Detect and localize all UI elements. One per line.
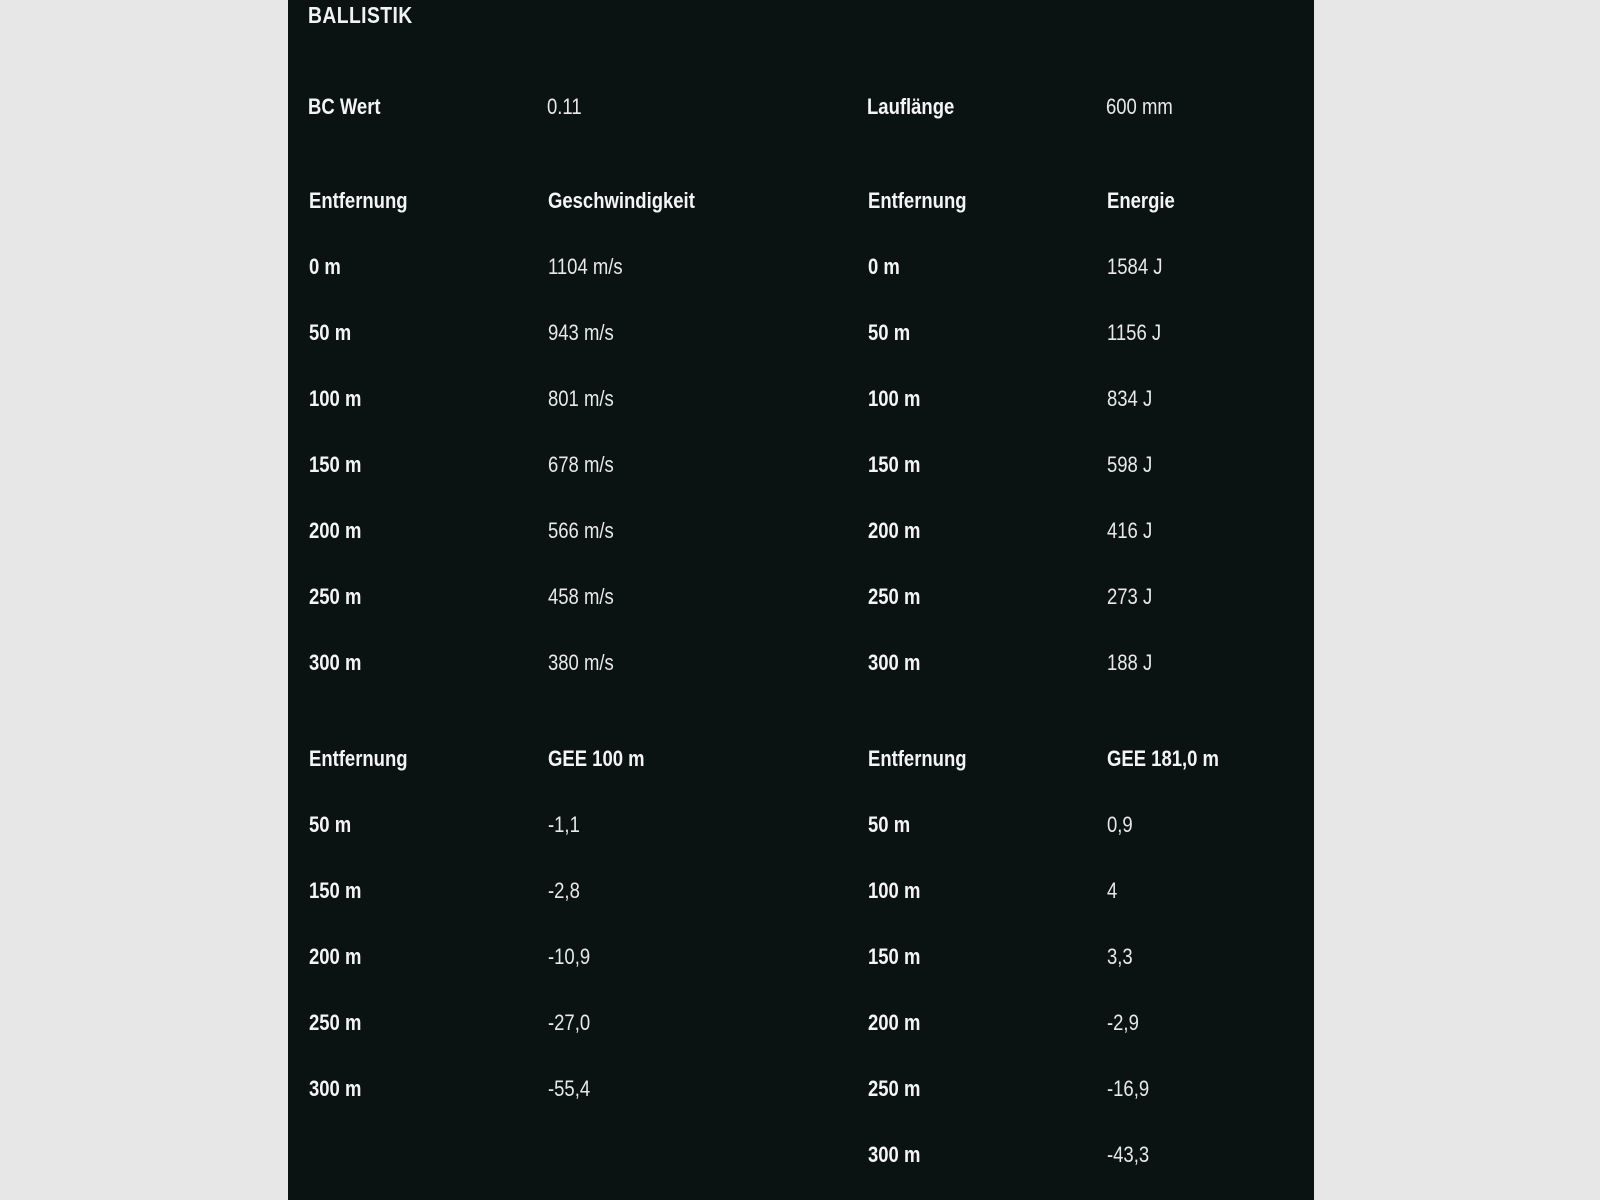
table-cell: 100 m [309,386,362,411]
table-cell: 300 m [868,1142,921,1167]
table-header: GEE 100 m [548,746,645,771]
table-cell: -43,3 [1107,1142,1150,1167]
ballistics-panel [288,0,1314,1200]
table-cell: 200 m [868,518,921,543]
table-cell: 50 m [309,812,352,837]
table-cell: 273 J [1107,584,1153,609]
bc-value: 0.11 [547,94,582,119]
table-cell: 150 m [309,452,362,477]
table-cell: 943 m/s [548,320,614,345]
table-cell: 1156 J [1107,320,1162,345]
table-cell: 300 m [309,650,362,675]
table-cell: 1584 J [1107,254,1163,279]
table-cell: 188 J [1107,650,1153,675]
table-cell: 834 J [1107,386,1153,411]
table-cell: 678 m/s [548,452,614,477]
table-cell: -2,9 [1107,1010,1139,1035]
table-cell: -55,4 [548,1076,591,1101]
table-header: Entfernung [309,188,408,213]
table-cell: 250 m [868,584,921,609]
table-cell: 100 m [868,386,921,411]
table-cell: 380 m/s [548,650,614,675]
table-cell: 50 m [868,812,911,837]
bc-label: BC Wert [308,94,381,119]
table-cell: 566 m/s [548,518,614,543]
table-cell: 150 m [309,878,362,903]
table-header: Entfernung [868,188,967,213]
table-header: Entfernung [309,746,408,771]
table-cell: 0 m [868,254,900,279]
table-cell: -16,9 [1107,1076,1150,1101]
table-cell: 801 m/s [548,386,614,411]
table-cell: 3,3 [1107,944,1133,969]
table-cell: 416 J [1107,518,1153,543]
section-title: BALLISTIK [308,2,413,28]
table-cell: 4 [1107,878,1118,903]
table-header: GEE 181,0 m [1107,746,1219,771]
table-cell: 0 m [309,254,341,279]
table-cell: 250 m [309,584,362,609]
table-cell: 300 m [868,650,921,675]
table-cell: 50 m [309,320,352,345]
table-cell: -1,1 [548,812,580,837]
table-cell: -10,9 [548,944,591,969]
barrel-length-value: 600 mm [1106,94,1173,119]
table-cell: 200 m [309,944,362,969]
table-cell: 0,9 [1107,812,1133,837]
table-header: Energie [1107,188,1175,213]
table-cell: 250 m [868,1076,921,1101]
table-header: Entfernung [868,746,967,771]
table-cell: 300 m [309,1076,362,1101]
table-cell: 250 m [309,1010,362,1035]
table-cell: 50 m [868,320,911,345]
table-cell: 100 m [868,878,921,903]
table-cell: -2,8 [548,878,580,903]
table-cell: 458 m/s [548,584,614,609]
table-cell: 150 m [868,452,921,477]
table-cell: 200 m [309,518,362,543]
table-cell: 150 m [868,944,921,969]
table-cell: 598 J [1107,452,1153,477]
barrel-length-label: Lauflänge [867,94,955,119]
table-header: Geschwindigkeit [548,188,695,213]
table-cell: -27,0 [548,1010,591,1035]
table-cell: 1104 m/s [548,254,623,279]
table-cell: 200 m [868,1010,921,1035]
